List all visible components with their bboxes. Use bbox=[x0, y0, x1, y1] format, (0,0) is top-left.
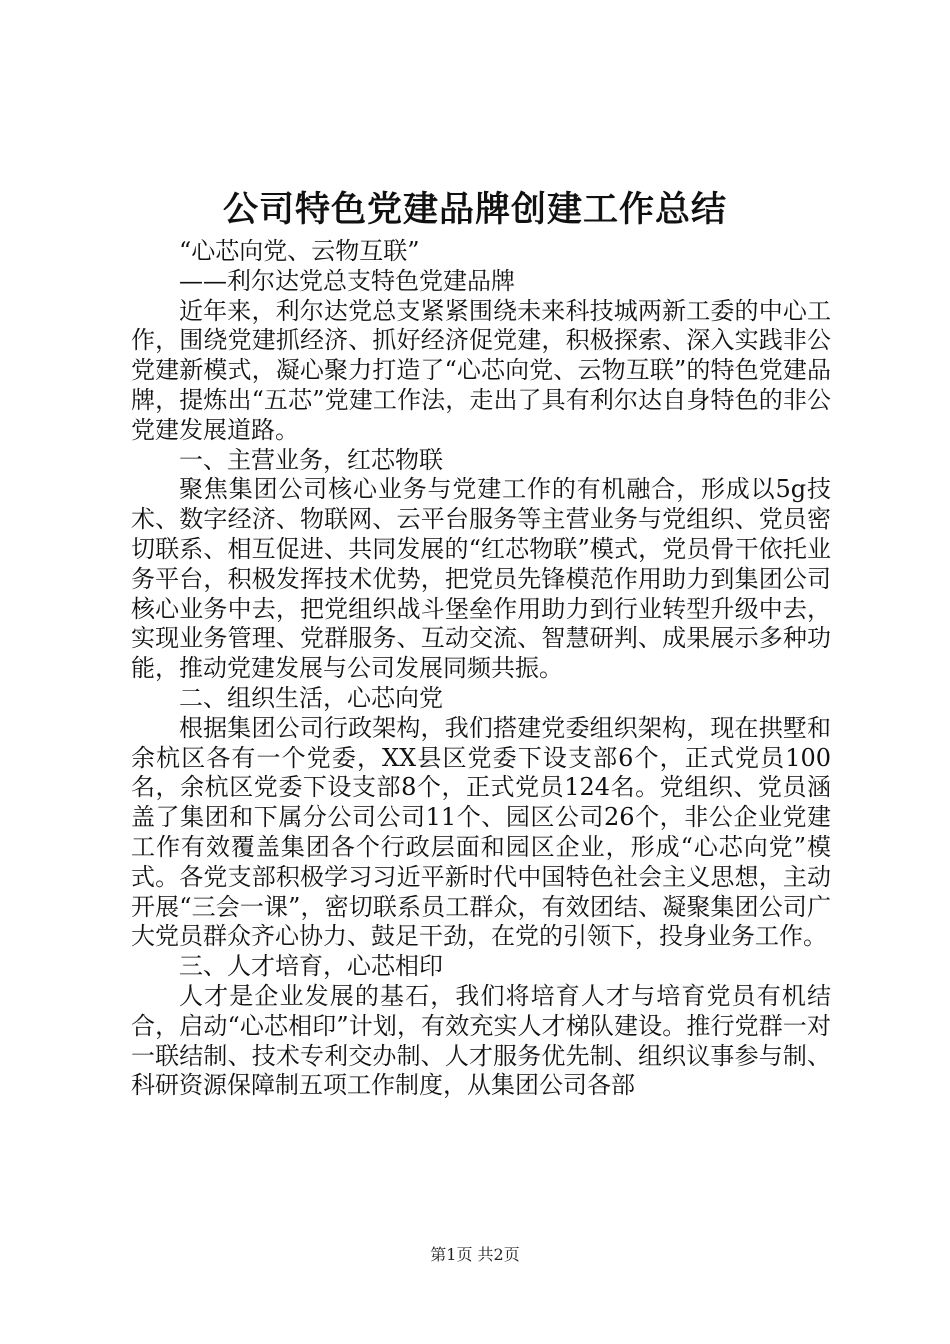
intro-paragraph: 近年来，利尔达党总支紧紧围绕未来科技城两新工委的中心工作，围绕党建抓经济、抓好经济促党建，积极探索、深入实践非公党建新模式，凝心聚力打造了“心芯向党、云物互联”的特色党建品牌，提炼出“五芯”党建工作法，走出了具有利尔达自身特色的非公党建发展道路。 bbox=[131, 296, 831, 444]
section-paragraph-1: 聚焦集团公司核心业务与党建工作的有机融合，形成以5g技术、数字经济、物联网、云平台服务等主营业务与党组织、党员密切联系、相互促进、共同发展的“红芯物联”模式，党员骨干依托业务平台，积极发挥技术优势，把党员先锋模范作用助力到集团公司核心业务中去，把党组织战斗堡垒作用助力到行业转型升级中去，实现业务管理、党群服务、互动交流、智慧研判、成果展示多种功能，推动党建发展与公司发展同频共振。 bbox=[131, 475, 831, 683]
section-heading-2: 二、组织生活，心芯向党 bbox=[179, 683, 443, 712]
section-heading-3: 三、人才培育，心芯相印 bbox=[179, 952, 443, 981]
page-footer: 第1页 共2页 bbox=[430, 1245, 520, 1264]
subtitle-brand: ——利尔达党总支特色党建品牌 bbox=[179, 266, 515, 295]
document-title: 公司特色党建品牌创建工作总结 bbox=[222, 189, 727, 230]
section-paragraph-2: 根据集团公司行政架构，我们搭建党委组织架构，现在拱墅和余杭区各有一个党委，XX县区党委下设支部6个，正式党员100名，余杭区党委下设支部8个，正式党员124名。党组织、党员涵盖了集团和下属分公司公司11个、园区公司26个，非公企业党建工作有效覆盖集团各个行政层面和园区企业，形成“心芯向党”模式。各党支部积极学习习近平新时代中国特色社会主义思想，主动开展“三会一课”，密切联系员工群众，有效团结、凝聚集团公司广大党员群众齐心协力、鼓足干劲，在党的引领下，投身业务工作。 bbox=[131, 713, 831, 951]
section-paragraph-3: 人才是企业发展的基石，我们将培育人才与培育党员有机结合，启动“心芯相印”计划，有效充实人才梯队建设。推行党群一对一联结制、技术专利交办制、人才服务优先制、组织议事参与制、科研资源保障制五项工作制度，从集团公司各部 bbox=[131, 981, 831, 1100]
subtitle-slogan: “心芯向党、云物互联” bbox=[179, 237, 420, 265]
document-body bbox=[131, 237, 831, 1101]
section-heading-1: 一、主营业务，红芯物联 bbox=[179, 445, 443, 474]
